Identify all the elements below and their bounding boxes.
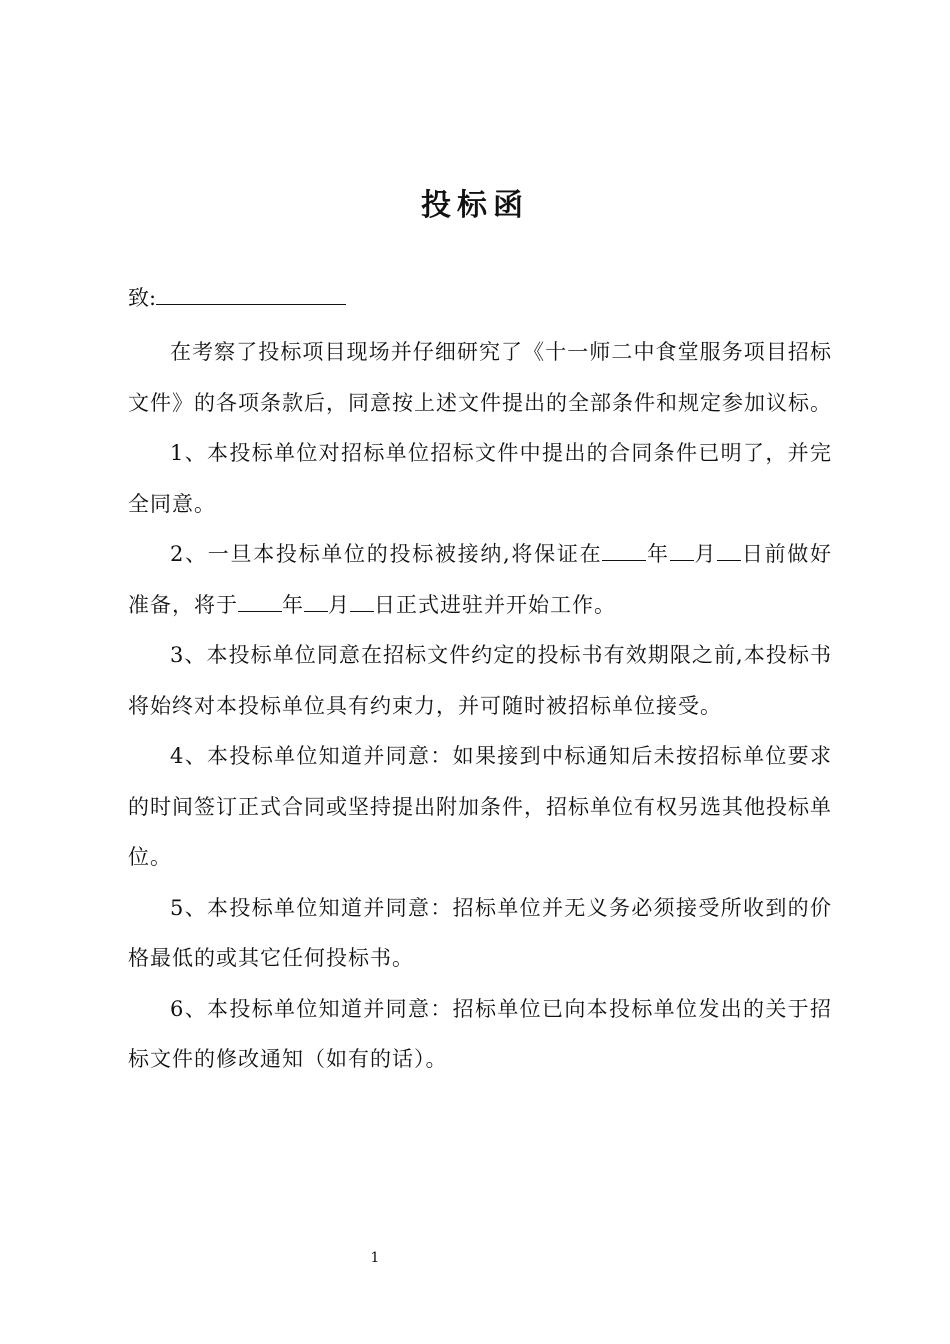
month-blank-2 [304,589,328,612]
year-label-1: 年 [646,542,670,566]
day-blank-1 [717,538,741,561]
year-blank-1 [602,538,646,561]
year-blank-2 [238,589,282,612]
addressee-label: 致: [128,286,157,310]
intro-paragraph: 在考察了投标项目现场并仔细研究了《十一师二中食堂服务项目招标文件》的各项条款后，同意按上述文件提出的全部条件和规定参加议标。 [128,340,832,415]
item-4-paragraph: 4、本投标单位知道并同意：如果接到中标通知后未按招标单位要求的时间签订正式合同或坚持提出附加条件，招标单位有权另选其他投标单位。 [128,744,832,869]
page-number: 1 [370,1250,380,1266]
month-blank-1 [670,538,694,561]
item-2-paragraph [128,529,832,630]
month-label-1: 月 [693,542,718,566]
item-2-text-a: 2、一旦本投标单位的投标被接纳,将保证在 [170,542,603,566]
month-label-2: 月 [328,592,350,617]
day-label-1: 日前做好准备，将于 [128,542,833,617]
addressee-line [128,282,346,313]
item-2-text-end: 日正式进驻并开始工作。 [374,592,616,617]
item-1-paragraph: 1、本投标单位对招标单位招标文件中提出的合同条件已明了，并完全同意。 [128,441,832,516]
year-label-2: 年 [282,592,304,617]
item-5-paragraph: 5、本投标单位知道并同意：招标单位并无义务必须接受所收到的价格最低的或其它任何投标书。 [128,895,832,970]
document-title: 投标函 [421,188,529,223]
document-body [128,327,832,1085]
day-blank-2 [350,589,374,612]
item-3-paragraph: 3、本投标单位同意在招标文件约定的投标书有效期限之前,本投标书将始终对本投标单位具有约束力，并可随时被招标单位接受。 [128,643,832,718]
addressee-blank [156,282,346,305]
item-6-paragraph: 6、本投标单位知道并同意：招标单位已向本投标单位发出的关于招标文件的修改通知（如有的话）。 [128,996,832,1071]
